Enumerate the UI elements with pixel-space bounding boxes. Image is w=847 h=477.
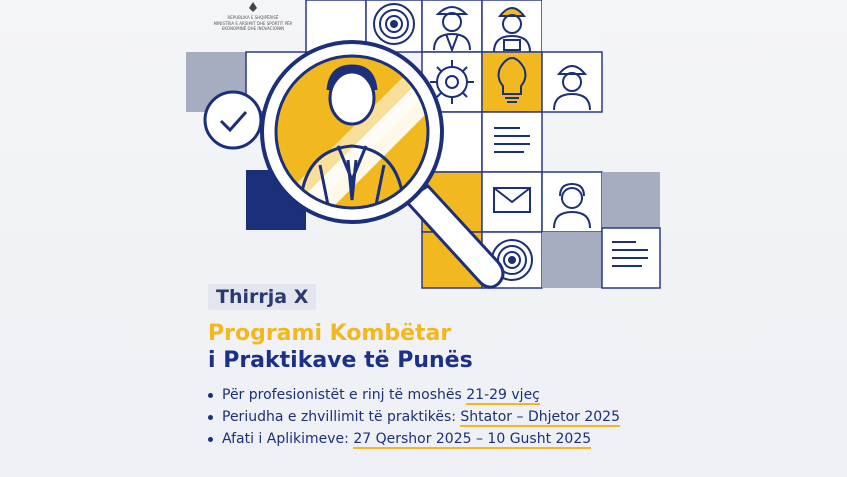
grey-tile (542, 232, 602, 288)
grey-tile (602, 172, 660, 228)
bullet-list (208, 384, 768, 450)
bullet-text: Afati i Aplikimeve: (222, 431, 354, 447)
text-block (208, 284, 768, 450)
call-label: Thirrja X (208, 284, 316, 310)
target-icon (374, 4, 414, 44)
tile (542, 52, 602, 112)
tile (542, 0, 602, 52)
emblem-icon (249, 2, 257, 12)
bullet-highlight: 21-29 vjeç (466, 387, 540, 403)
logo-line3: EKONOMINË DHE INOVACIONIN (221, 26, 285, 31)
bullet-text: Periudha e zhvillimit të praktikës: (222, 409, 461, 425)
ministry-logo (213, 0, 293, 36)
logo-line2: MINISTRIA E ARSIMIT DHE SPORTIT PËR (213, 21, 293, 26)
bullet-highlight: 27 Qershor 2025 – 10 Gusht 2025 (353, 431, 592, 447)
logo-line1: REPUBLIKA E SHQIPËRISË (227, 15, 279, 20)
list-item (208, 406, 768, 428)
title-line2: i Praktikave të Punës (208, 348, 473, 373)
list-item (208, 428, 768, 450)
tile (542, 172, 602, 232)
checkmark-icon (205, 92, 261, 148)
bullet-highlight: Shtator – Dhjetor 2025 (460, 409, 620, 425)
tile (482, 112, 542, 172)
bullet-text: Për profesionistët e rinj të moshës (222, 387, 467, 403)
title-line1: Programi Kombëtar (208, 321, 452, 346)
list-item (208, 384, 768, 406)
